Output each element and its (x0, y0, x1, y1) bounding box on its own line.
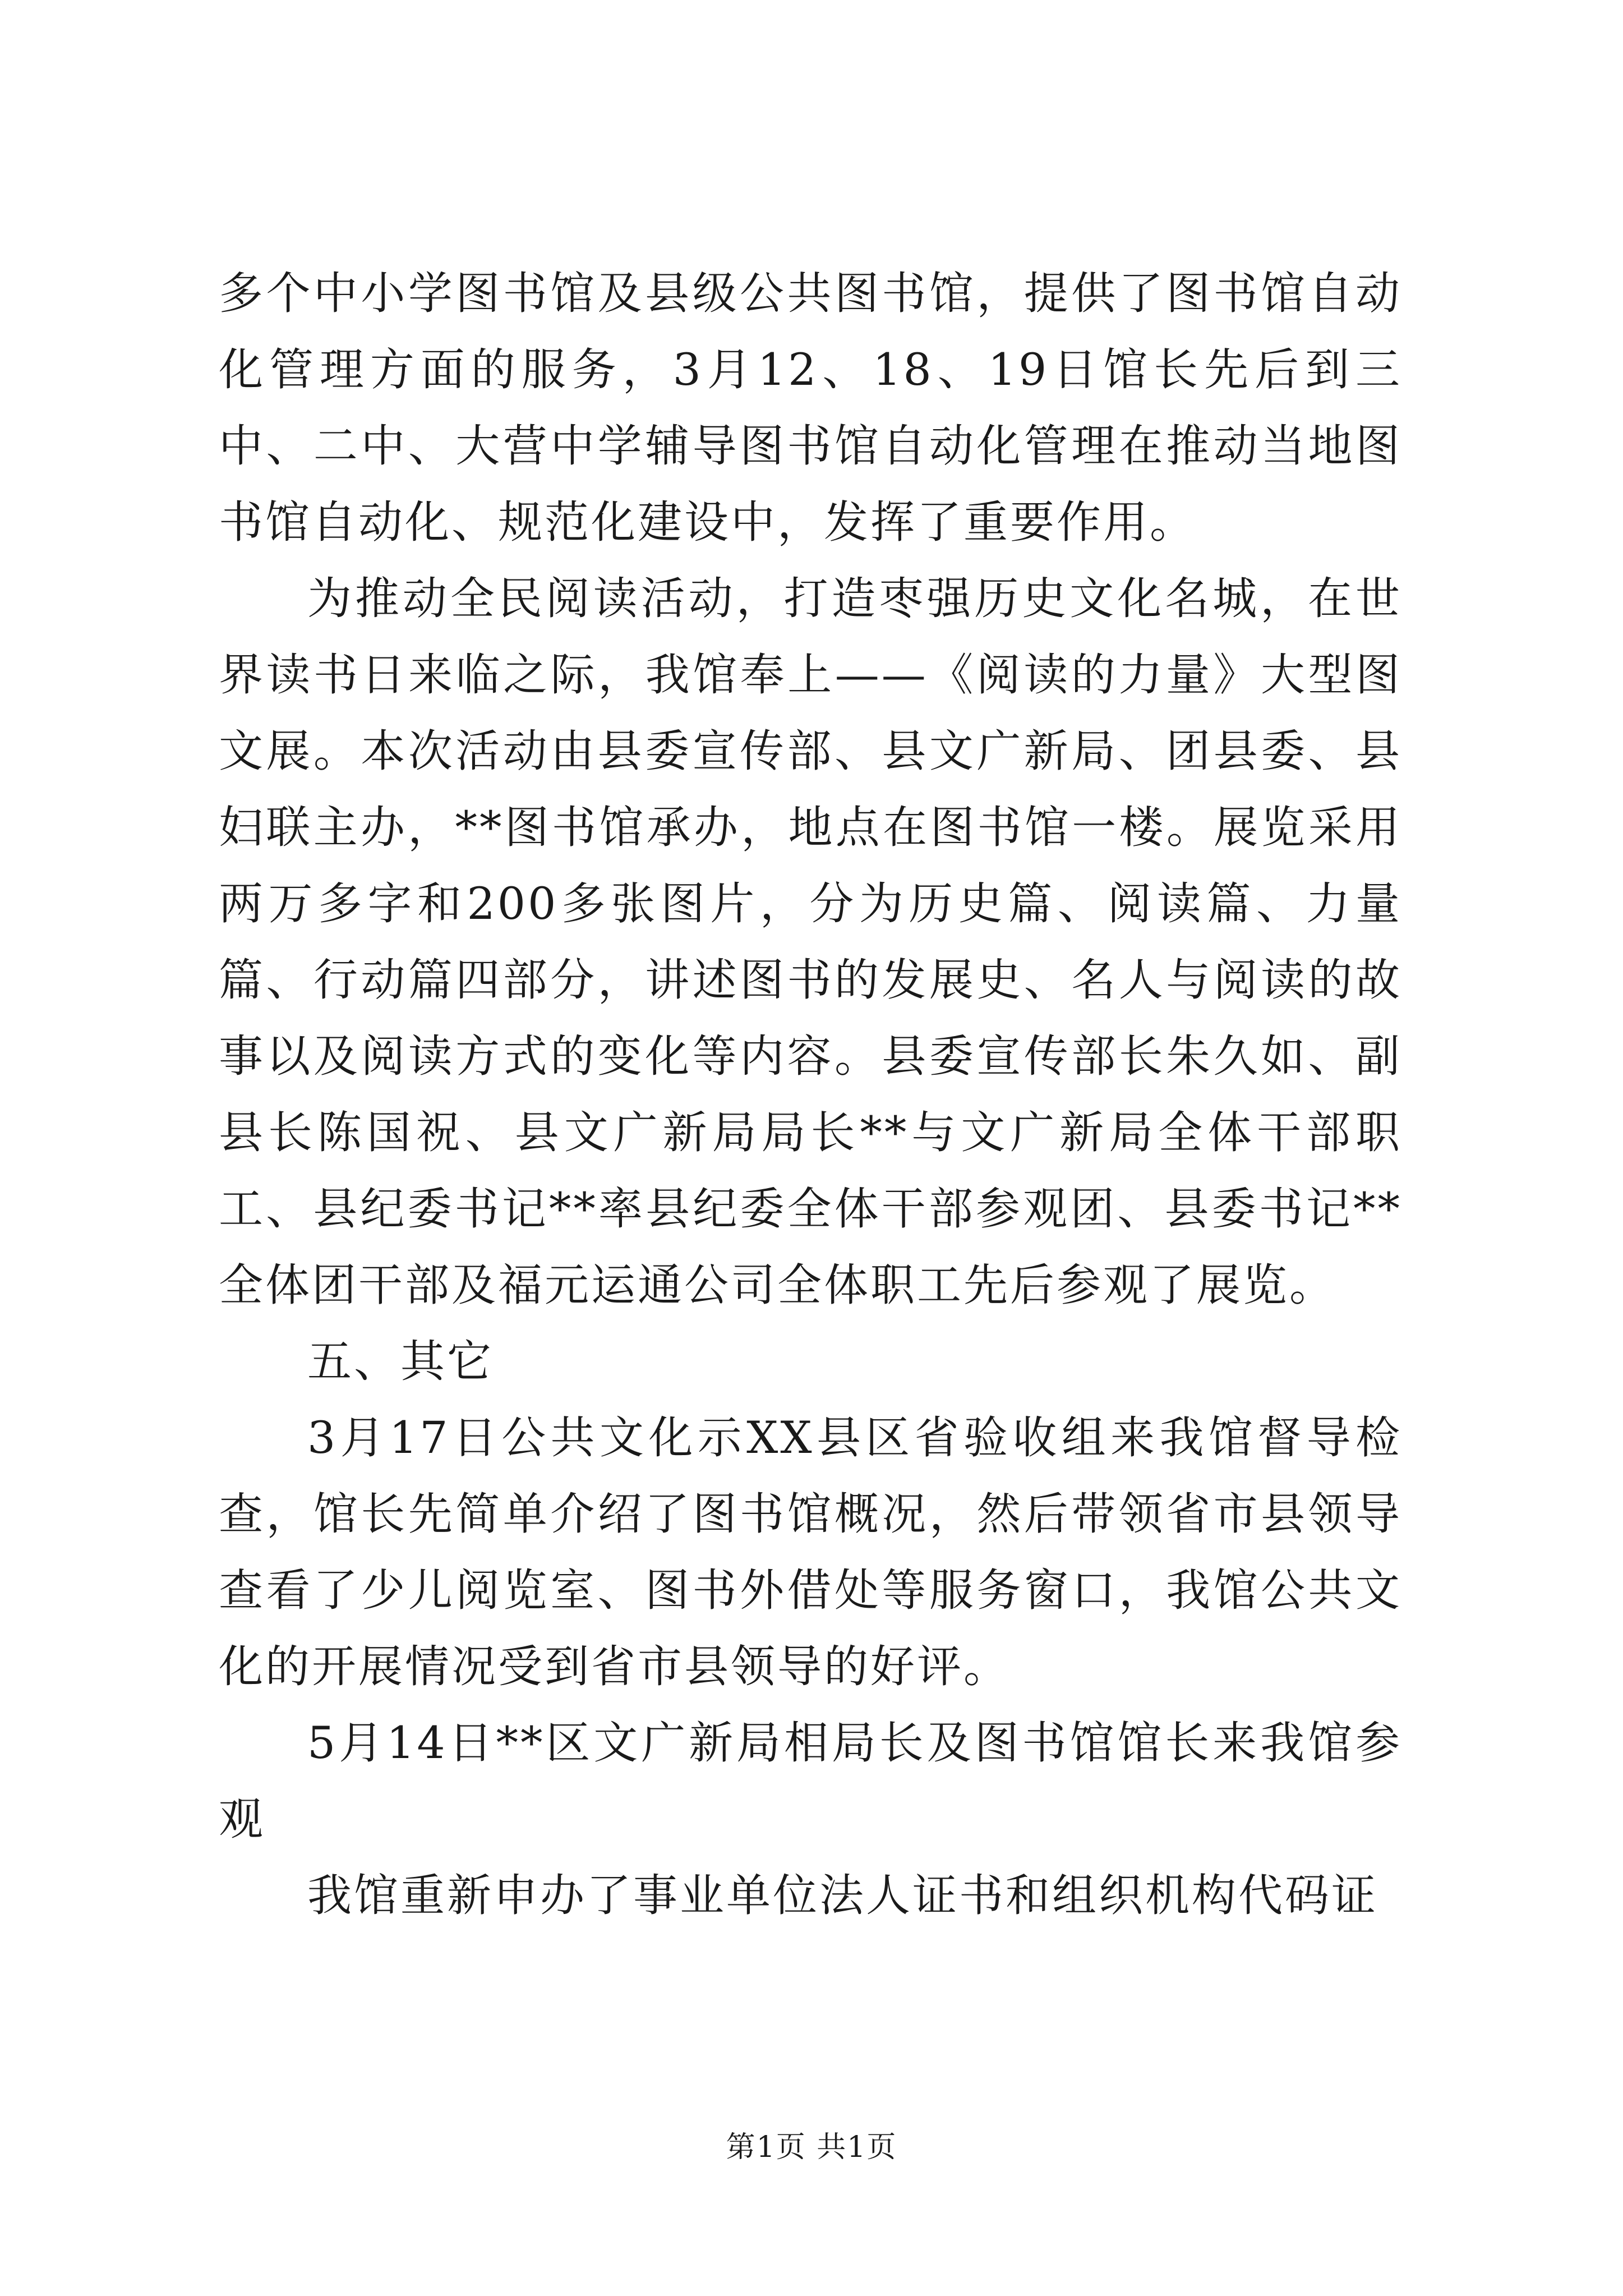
page-footer: 第1页 共1页 (726, 2131, 897, 2164)
paragraph-reading-exhibition: 为推动全民阅读活动，打造枣强历史文化名城，在世界读书日来临之际，我馆奉上——《阅读的力量》大型图文展。本次活动由县委宣传部、县文广新局、团县委、县妇联主办，**图书馆承办，地点在图书馆一楼。展览采用两万多字和200多张图片，分为历史篇、阅读篇、力量篇、行动篇四部分，讲述图书的发展史、名人与阅读的故事以及阅读方式的变化等内容。县委宣传部长朱久如、副县长陈国祝、县文广新局局长**与文广新局全体干部职工、县纪委书记**率县纪委全体干部参观团、县委书记**全体团干部及福元运通公司全体职工先后参观了展览。 (219, 573, 1402, 1311)
paragraph-library-automation: 多个中小学图书馆及县级公共图书馆，提供了图书馆自动化管理方面的服务，3月12、18、19日馆长先后到三中、二中、大营中学辅导图书馆自动化管理在推动当地图书馆自动化、规范化建设中，发挥了重要作用。 (219, 268, 1402, 548)
paragraph-inspection: 3月17日公共文化示XX县区省验收组来我馆督导检查，馆长先简单介绍了图书馆概况，然后带领省市县领导查看了少儿阅览室、图书外借处等服务窗口，我馆公共文化的开展情况受到省市县领导的好评。 (219, 1412, 1402, 1692)
document-body (219, 255, 1402, 1934)
paragraph-visit: 5月14日**区文广新局相局长及图书馆馆长来我馆参观 (219, 1717, 1402, 1845)
paragraph-certificate: 我馆重新申办了事业单位法人证书和组织机构代码证 (307, 1870, 1378, 1921)
section-heading-other: 五、其它 (307, 1336, 494, 1387)
